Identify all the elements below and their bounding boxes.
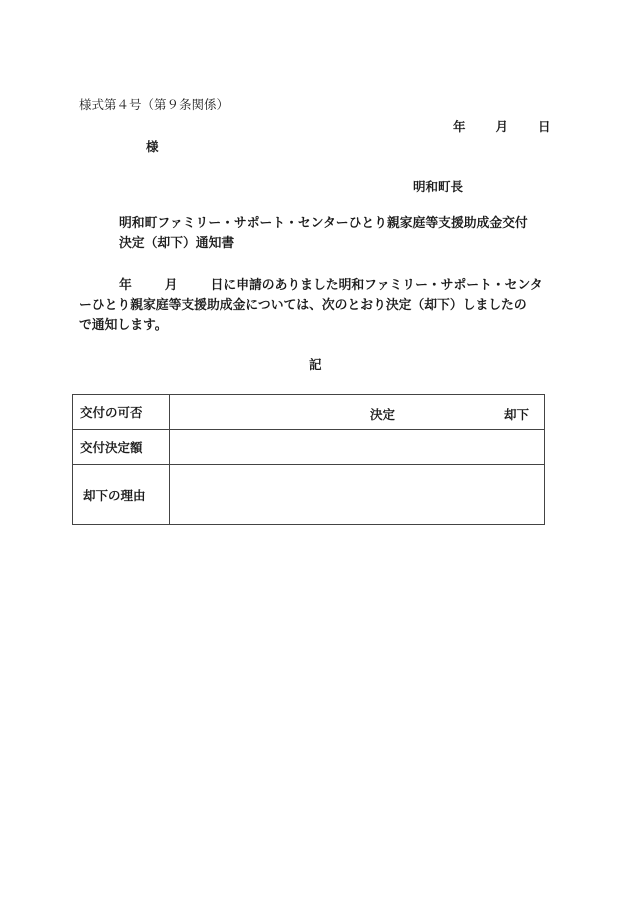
reason-label: 却下の理由	[73, 465, 170, 525]
approval-options-cell	[170, 395, 545, 430]
title-line-2: 決定（却下）通知書	[119, 236, 235, 251]
issuer-name: 明和町長	[413, 179, 464, 194]
addressee-suffix: 様	[146, 139, 159, 154]
amount-label: 交付決定額	[73, 430, 170, 465]
decision-table	[72, 394, 545, 525]
date-line	[453, 117, 551, 135]
body-year-label: 年	[119, 278, 132, 293]
table-row	[73, 430, 545, 465]
body-paragraph	[79, 276, 555, 336]
option-decide: 決定	[370, 407, 396, 422]
table-row	[73, 395, 545, 430]
table-row	[73, 465, 545, 525]
title-line-1: 明和町ファミリー・サポート・センターひとり親家庭等支援助成金交付	[119, 216, 528, 231]
ki-heading: 記	[309, 357, 322, 372]
date-month-label: 月	[495, 119, 509, 134]
body-line-3: で通知します。	[79, 318, 168, 333]
option-reject: 却下	[504, 407, 530, 422]
reason-value	[170, 465, 545, 525]
amount-value	[170, 430, 545, 465]
body-line-1	[79, 276, 555, 296]
date-day-label: 日	[538, 119, 551, 134]
date-year-label: 年	[453, 119, 466, 134]
body-line-1-rest: 日に申請のありました明和ファミリー・サポート・センタ	[210, 278, 543, 293]
document-title	[119, 214, 528, 254]
form-number: 様式第４号（第９条関係）	[79, 97, 230, 112]
body-month-label: 月	[164, 278, 178, 293]
approval-label: 交付の可否	[73, 395, 170, 430]
body-line-2: ーひとり親家庭等支援助成金については、次のとおり決定（却下）しましたの	[79, 298, 527, 313]
